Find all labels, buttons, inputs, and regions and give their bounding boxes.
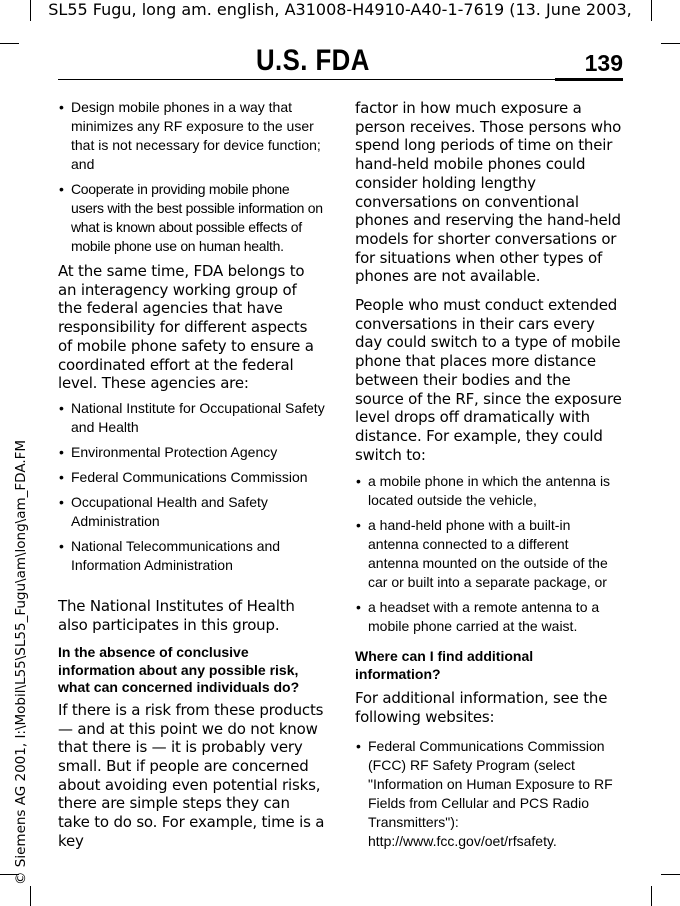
crop-mark [651,886,652,906]
list-item: • Environmental Protection Agency [58,443,325,462]
header-rule-accent [555,78,623,81]
page-title: U.S. FDA [256,44,370,77]
running-header: SL55 Fugu, long am. english, A31008-H4910-A40-1-7619 (13. June 2003, [48,0,632,19]
paragraph: factor in how much exposure a person receives. Those persons who spend long periods of time on their hand-held mobile phones could consider holding lengthy conversations on conventional phones and reserving the hand-held models for shorter conversations or for situations when other types of phones are not available. [355,99,622,286]
crop-mark [0,43,19,44]
page-number: 139 [584,50,623,76]
phone-options-list [355,472,622,636]
paragraph: If there is a risk from these products — and at this point we do not know that there is — it is probably very small. But if people are concerned about avoiding even potential risks, there are simple steps they can take to do so. For example, time is a key [58,700,325,850]
list-item: • Federal Communications Commission [58,468,325,487]
crop-mark [661,43,680,44]
list-item: • Design mobile phones in a way that minimizes any RF exposure to the user that is not necessary for device function; and [58,98,325,174]
websites-list [355,737,622,851]
list-item: • Occupational Health and Safety Administration [58,493,325,531]
header-rule [58,79,555,80]
paragraph: At the same time, FDA belongs to an interagency working group of the federal agencies that have responsibility for different aspects of mobile phone safety to ensure a coordinated effort at the federal level. These agencies are: [58,262,314,393]
agencies-list [58,399,325,575]
paragraph: For additional information, see the following websites: [355,689,608,727]
side-copyright: © Siemens AG 2001, I:\Mobil\L55\SL55_Fugu\am\long\am_FDA.FM [13,439,29,885]
paragraph: People who must conduct extended conversations in their cars every day could switch to a type of mobile phone that places more distance between their bodies and the source of the RF, since the exposure level drops off dramatically with distance. For example, they could switch to: [355,296,622,464]
list-item: • a mobile phone in which the antenna is located outside the vehicle, [355,472,622,510]
list-item: • a hand-held phone with a built-in antenna connected to a different antenna mounted on the outside of the car or built into a separate package, or [355,516,622,592]
list-item: • Cooperate in providing mobile phone users with the best possible information on what is known about possible effects of mobile phone use on human health. [58,180,325,256]
section-question: In the absence of conclusive information about any possible risk, what can concerned individuals do? [58,644,300,696]
right-column [355,99,622,857]
list-item: • a headset with a remote antenna to a mobile phone carried at the waist. [355,598,622,636]
crop-mark [30,0,31,21]
website-url[interactable]: http://www.fcc.gov/oet/rfsafety. [368,832,557,849]
paragraph: The National Institutes of Health also participates in this group. [58,596,295,634]
left-column [58,98,325,856]
crop-mark [30,886,31,906]
crop-mark [651,0,652,21]
list-item: • National Telecommunications and Information Administration [58,537,325,575]
section-question: Where can I find additional information? [355,648,534,682]
website-label: Federal Communications Commission (FCC) RF Safety Program (select "Information on Human Exposure to RF Fields from Cellular and PCS Radio Transmitters"): [368,737,613,830]
crop-mark [661,874,680,875]
fda-actions-list [58,98,325,256]
list-item: • National Institute for Occupational Safety and Health [58,399,325,437]
list-item [355,737,622,851]
